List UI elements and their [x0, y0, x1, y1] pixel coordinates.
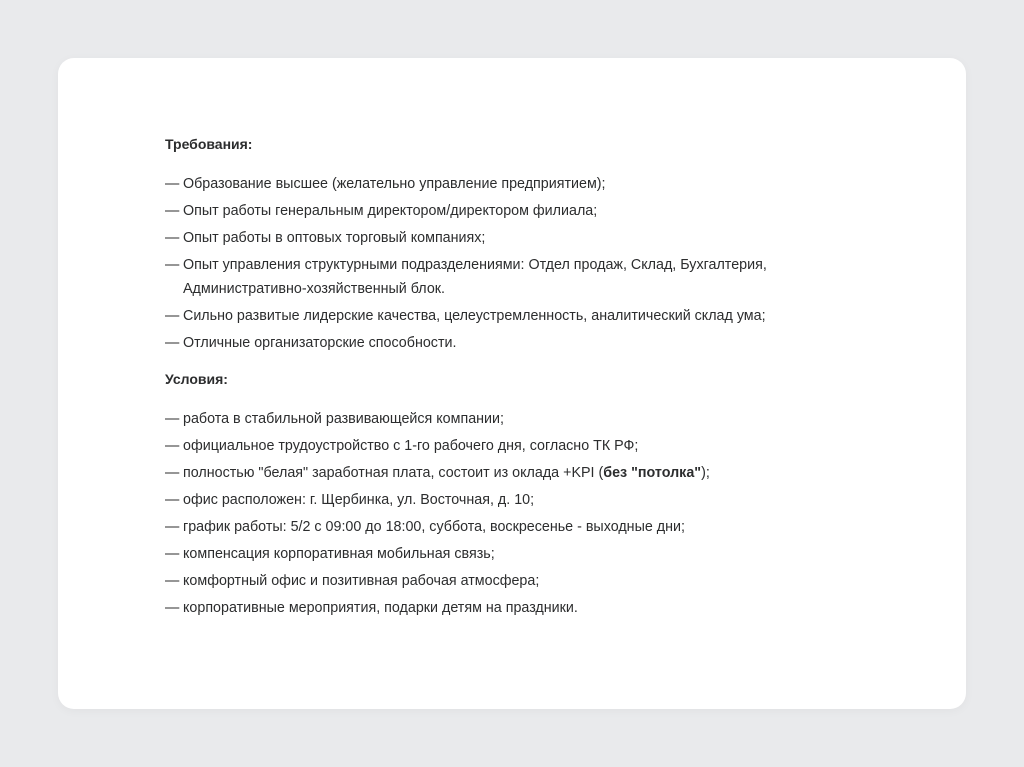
- condition-text: корпоративные мероприятия, подарки детям на праздники.: [183, 600, 578, 616]
- requirement-text: Опыт управления структурными подразделениями: Отдел продаж, Склад, Бухгалтерия, Административно-хозяйственный блок.: [183, 257, 767, 297]
- condition-text: график работы: 5/2 с 09:00 до 18:00, суббота, воскресенье - выходные дни;: [183, 519, 685, 535]
- requirements-title: Требования:: [165, 136, 253, 152]
- condition-item: [165, 407, 866, 431]
- requirement-item: [165, 304, 866, 328]
- requirement-text: Сильно развитые лидерские качества, целеустремленность, аналитический склад ума;: [183, 308, 766, 324]
- condition-text: комфортный офис и позитивная рабочая атмосфера;: [183, 573, 540, 589]
- condition-item: [165, 488, 866, 512]
- conditions-title: Условия:: [165, 371, 228, 387]
- dash-marker: —: [165, 519, 180, 535]
- requirement-text: Опыт работы в оптовых торговый компаниях;: [183, 230, 486, 246]
- condition-item: [165, 542, 866, 566]
- condition-text-bold: без "потолка": [603, 465, 702, 481]
- requirement-item: [165, 199, 866, 223]
- job-description-card: [58, 58, 966, 709]
- condition-item: [165, 515, 866, 539]
- dash-marker: —: [165, 257, 180, 273]
- requirement-text: Опыт работы генеральным директором/директором филиала;: [183, 203, 598, 219]
- requirement-item: [165, 172, 866, 196]
- dash-marker: —: [165, 573, 180, 589]
- condition-item: [165, 596, 866, 620]
- conditions-list: [165, 407, 866, 620]
- dash-marker: —: [165, 203, 180, 219]
- condition-item: [165, 569, 866, 593]
- condition-text: официальное трудоустройство с 1-го рабочего дня, согласно ТК РФ;: [183, 438, 639, 454]
- dash-marker: —: [165, 465, 180, 481]
- condition-item: [165, 461, 866, 485]
- condition-text-before: полностью "белая" заработная плата, состоит из оклада +KPI (: [183, 465, 604, 481]
- dash-marker: —: [165, 492, 180, 508]
- condition-text: работа в стабильной развивающейся компании;: [183, 411, 504, 427]
- dash-marker: —: [165, 335, 180, 351]
- dash-marker: —: [165, 546, 180, 562]
- requirement-item: [165, 226, 866, 250]
- condition-text: офис расположен: г. Щербинка, ул. Восточная, д. 10;: [183, 492, 535, 508]
- condition-text-after: );: [701, 465, 710, 481]
- dash-marker: —: [165, 438, 180, 454]
- dash-marker: —: [165, 176, 180, 192]
- requirement-text: Образование высшее (желательно управление предприятием);: [183, 176, 606, 192]
- requirement-item: [165, 253, 866, 301]
- condition-text: компенсация корпоративная мобильная связь;: [183, 546, 495, 562]
- condition-item: [165, 434, 866, 458]
- requirements-list: [165, 172, 866, 355]
- dash-marker: —: [165, 308, 180, 324]
- requirement-item: [165, 331, 866, 355]
- requirement-text: Отличные организаторские способности.: [183, 335, 457, 351]
- dash-marker: —: [165, 600, 180, 616]
- dash-marker: —: [165, 411, 180, 427]
- dash-marker: —: [165, 230, 180, 246]
